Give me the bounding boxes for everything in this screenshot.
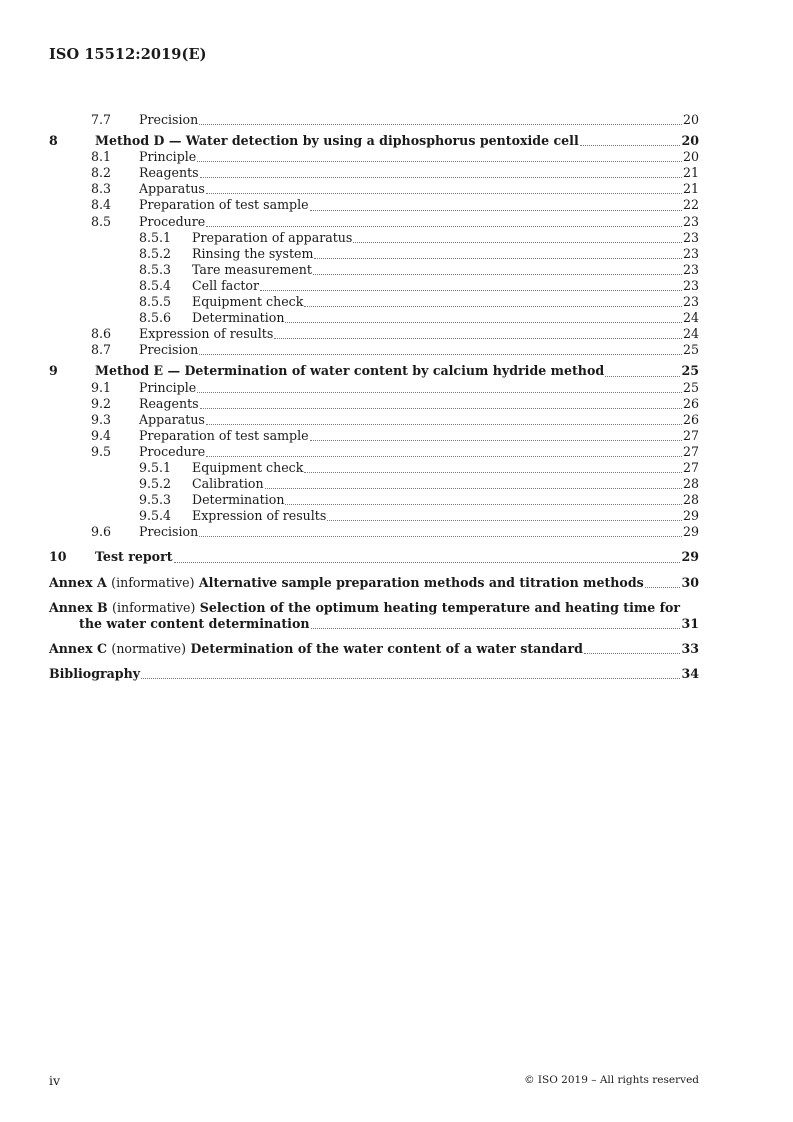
dot-leader xyxy=(199,536,682,537)
toc-bibliography[interactable]: Bibliography 34 xyxy=(49,665,699,681)
dot-leader xyxy=(304,472,682,473)
dot-leader xyxy=(206,424,682,425)
toc-entry-8[interactable]: 8 Method D — Water detection by using a diphosphorus pentoxide cell 20 xyxy=(49,133,699,149)
dot-leader xyxy=(605,376,680,377)
dot-leader xyxy=(285,322,682,323)
toc-entry-8-5-2[interactable]: 8.5.2 Rinsing the system 23 xyxy=(139,245,699,261)
dot-leader xyxy=(274,338,682,339)
dot-leader xyxy=(313,274,682,275)
toc-entry-8-6[interactable]: 8.6 Expression of results 24 xyxy=(91,326,699,342)
dot-leader xyxy=(174,562,681,563)
dot-leader xyxy=(197,392,682,393)
toc-entry-8-3[interactable]: 8.3 Apparatus 21 xyxy=(91,181,699,197)
dot-leader xyxy=(206,226,682,227)
dot-leader xyxy=(584,653,681,654)
toc-entry-9-3[interactable]: 9.3 Apparatus 26 xyxy=(91,411,699,427)
dot-leader xyxy=(199,124,682,125)
dot-leader xyxy=(327,520,682,521)
dot-leader xyxy=(265,488,682,489)
dot-leader xyxy=(199,354,682,355)
toc-entry-9-5-2[interactable]: 9.5.2 Calibration 28 xyxy=(139,476,699,492)
toc-entry-8-5[interactable]: 8.5 Procedure 23 xyxy=(91,213,699,229)
dot-leader xyxy=(141,678,680,679)
toc-entry-9-5-1[interactable]: 9.5.1 Equipment check 27 xyxy=(139,459,699,475)
dot-leader xyxy=(200,177,682,178)
dot-leader xyxy=(353,242,682,243)
dot-leader xyxy=(197,161,682,162)
toc-entry-9-5-4[interactable]: 9.5.4 Expression of results 29 xyxy=(139,508,699,524)
dot-leader xyxy=(285,504,682,505)
dot-leader xyxy=(580,145,681,146)
page-number: iv xyxy=(49,1073,61,1088)
toc-entry-8-5-1[interactable]: 8.5.1 Preparation of apparatus 23 xyxy=(139,229,699,245)
toc-annex-c[interactable]: Annex C (normative) Determination of the water content of a water standard 33 xyxy=(49,640,699,656)
toc-entry-8-5-5[interactable]: 8.5.5 Equipment check 23 xyxy=(139,294,699,310)
toc-entry-9[interactable]: 9 Method E — Determination of water content by calcium hydride method 25 xyxy=(49,363,699,379)
toc-entry-10[interactable]: 10 Test report 29 xyxy=(49,549,699,565)
toc-annex-b[interactable]: Annex B (informative) Selection of the optimum heating temperature and heating time for the water content determination 31 xyxy=(49,599,699,631)
dot-leader xyxy=(206,193,682,194)
toc-entry-8-2[interactable]: 8.2 Reagents 21 xyxy=(91,165,699,181)
dot-leader xyxy=(314,258,682,259)
toc-entry-8-5-6[interactable]: 8.5.6 Determination 24 xyxy=(139,310,699,326)
toc-entry-8-4[interactable]: 8.4 Preparation of test sample 22 xyxy=(91,197,699,213)
toc-annex-a[interactable]: Annex A (informative) Alternative sample preparation methods and titration methods 30 xyxy=(49,574,699,590)
toc-entry-8-7[interactable]: 8.7 Precision 25 xyxy=(91,342,699,358)
dot-leader xyxy=(310,210,682,211)
toc-entry-9-5[interactable]: 9.5 Procedure 27 xyxy=(91,443,699,459)
toc-entry-9-2[interactable]: 9.2 Reagents 26 xyxy=(91,395,699,411)
dot-leader xyxy=(311,628,681,629)
copyright-notice: © ISO 2019 – All rights reserved xyxy=(524,1074,699,1086)
dot-leader xyxy=(206,456,682,457)
toc-entry-8-5-3[interactable]: 8.5.3 Tare measurement 23 xyxy=(139,261,699,277)
dot-leader xyxy=(304,306,682,307)
table-of-contents xyxy=(49,112,699,682)
dot-leader xyxy=(310,440,682,441)
dot-leader xyxy=(200,408,682,409)
toc-entry-9-5-3[interactable]: 9.5.3 Determination 28 xyxy=(139,492,699,508)
toc-entry-8-1[interactable]: 8.1 Principle 20 xyxy=(91,149,699,165)
toc-entry-9-6[interactable]: 9.6 Precision 29 xyxy=(91,524,699,540)
document-id: ISO 15512:2019(E) xyxy=(49,46,207,63)
toc-entry-7-7[interactable]: 7.7 Precision 20 xyxy=(91,112,699,127)
toc-entry-9-4[interactable]: 9.4 Preparation of test sample 27 xyxy=(91,427,699,443)
toc-entry-8-5-4[interactable]: 8.5.4 Cell factor 23 xyxy=(139,277,699,293)
dot-leader xyxy=(645,587,681,588)
toc-entry-9-1[interactable]: 9.1 Principle 25 xyxy=(91,379,699,395)
dot-leader xyxy=(260,290,682,291)
